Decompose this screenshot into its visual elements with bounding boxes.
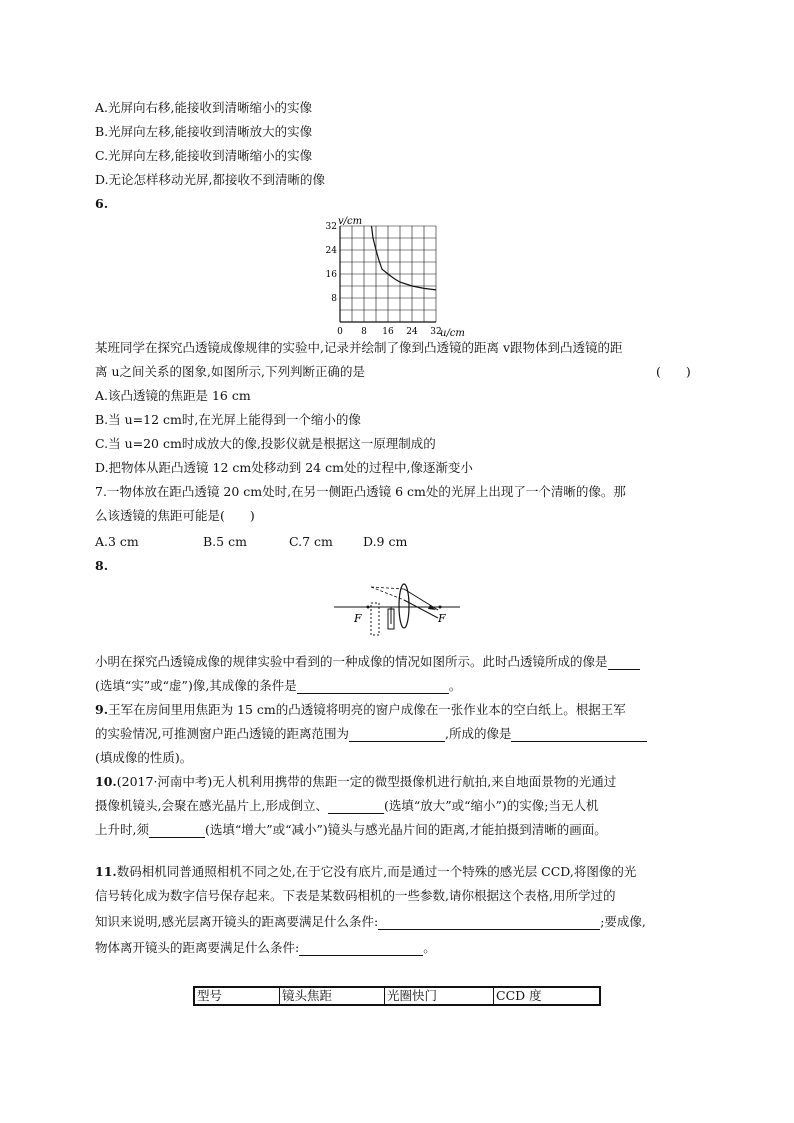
q8-focus-right-point [439,606,442,609]
q6-number: 6. [95,196,109,211]
q6-option-c: C.当 u=20 cm时成放大的像,投影仪就是根据这一原理制成的 [95,436,436,451]
q6-option-b: B.当 u=12 cm时,在光屏上能得到一个缩小的像 [95,412,361,427]
y-tick-label: 8 [331,294,337,304]
table-header-aperture-shutter: 光圈快门 [385,987,494,1005]
q6-stem-line1: 某班同学在探究凸透镜成像规律的实验中,记录并绘制了像到凸透镜的距离 v跟物体到凸透镜的距 [95,340,623,355]
q8-text-line1: 小明在探究凸透镜成像的规律实验中看到的一种成像的情况如图所示。此时凸透镜所成的像是 [95,654,640,670]
q9-blank-1[interactable] [349,729,445,742]
q11-text-line3: 知识来说明,感光层离开镜头的距离要满足什么条件: ;要成像, [95,914,646,929]
q7-option-d: D.9 cm [363,534,408,549]
q7-option-a: A.3 cm [95,534,139,549]
q5-option-b: B.光屏向左移,能接收到清晰放大的实像 [95,124,313,139]
x-tick-label: 32 [430,327,442,337]
table-header-model: 型号 [194,987,280,1005]
q8-blank-2[interactable] [297,681,449,694]
q9-text-line1: 9.王军在房间里用焦距为 15 cm的凸透镜将明亮的窗户成像在一张作业本的空白纸上。根据王军 [95,702,626,717]
table-header-focal-length: 镜头焦距 [280,987,385,1005]
q6-graph [322,212,472,342]
q9-text-line3: (填成像的性质)。 [95,750,193,765]
q6-y-axis-label: v/cm [338,216,363,227]
q5-option-a: A.光屏向右移,能接收到清晰缩小的实像 [95,100,312,115]
x-tick-label: 8 [361,327,367,337]
q9-text-line2: 的实验情况,可推测窗户距凸透镜的距离范围为 ,所成的像是 [95,726,647,742]
q6-curve [372,226,437,290]
q11-text-line2: 信号转化成为数字信号保存起来。下表是某数码相机的一些参数,请你根据这个表格,用所学过的 [95,888,616,903]
q10-text-line2: 摄像机镜头,会聚在感光晶片上,形成倒立、 (选填“放大”或“缩小”)的实像;当无人机 [95,798,599,813]
y-tick-label: 16 [325,270,337,280]
x-tick-label: 16 [382,327,394,337]
q11-blank-2[interactable] [299,943,423,956]
q7-option-c: C.7 cm [289,534,333,549]
q6-stem-line2: 离 u之间关系的图象,如图所示,下列判断正确的是 [95,364,365,379]
q8-lens-diagram [334,580,462,642]
q8-focus-left-label: F [354,612,362,625]
q9-blank-2[interactable] [511,729,647,742]
q6-x-axis-label: u/cm [440,328,465,339]
q5-option-d: D.无论怎样移动光屏,都接收不到清晰的像 [95,172,326,187]
q8-number: 8. [95,558,109,573]
x-tick-label: 24 [406,327,418,337]
q11-text-line4: 物体离开镜头的距离要满足什么条件: 。 [95,940,436,955]
q11-text-line1: 11.数码相机同普通照相机不同之处,在于它没有底片,而是通过一个特殊的感光层 CCD,将图像的光 [95,864,637,879]
q8-virtual-image [371,603,379,635]
table-row [194,987,600,1005]
y-tick-label: 32 [325,222,337,232]
q6-answer-paren: ( ) [656,364,691,379]
q11-blank-1[interactable] [378,917,600,930]
q8-focus-left-point [367,606,370,609]
q8-extended-ray-2 [371,587,404,600]
q7-stem-line1: 7.一物体放在距凸透镜 20 cm处时,在另一侧距凸透镜 6 cm处的光屏上出现了一个清晰的像。那 [95,484,626,499]
q7-options [95,534,407,550]
table-header-ccd: CCD 度 [494,987,601,1005]
q10-blank-1[interactable] [328,801,384,814]
q8-focus-right-label: F [438,612,446,625]
q6-option-d: D.把物体从距凸透镜 12 cm处移动到 24 cm处的过程中,像逐渐变小 [95,460,473,475]
q10-text-line3: 上升时,须 (选填“增大”或“减小”)镜头与感光晶片间的距离,才能拍摄到清晰的画面。 [95,822,607,837]
y-tick-label: 24 [325,246,337,256]
q11-parameter-table [193,986,601,1006]
q8-blank-1[interactable] [608,657,640,670]
x-tick-label: 0 [337,327,343,337]
q10-blank-2[interactable] [149,825,205,838]
q6-option-a: A.该凸透镜的焦距是 16 cm [95,388,251,403]
q8-text-line2: (选填“实”或“虚”)像,其成像的条件是 。 [95,678,462,693]
q5-option-c: C.光屏向左移,能接收到清晰缩小的实像 [95,148,313,163]
q10-text-line1: 10.(2017·河南中考)无人机利用携带的焦距一定的微型摄像机进行航拍,来自地面景物的光通过 [95,774,617,789]
q7-option-b: B.5 cm [203,534,247,549]
q7-stem-line2: 么该透镜的焦距可能是( ) [95,508,255,523]
